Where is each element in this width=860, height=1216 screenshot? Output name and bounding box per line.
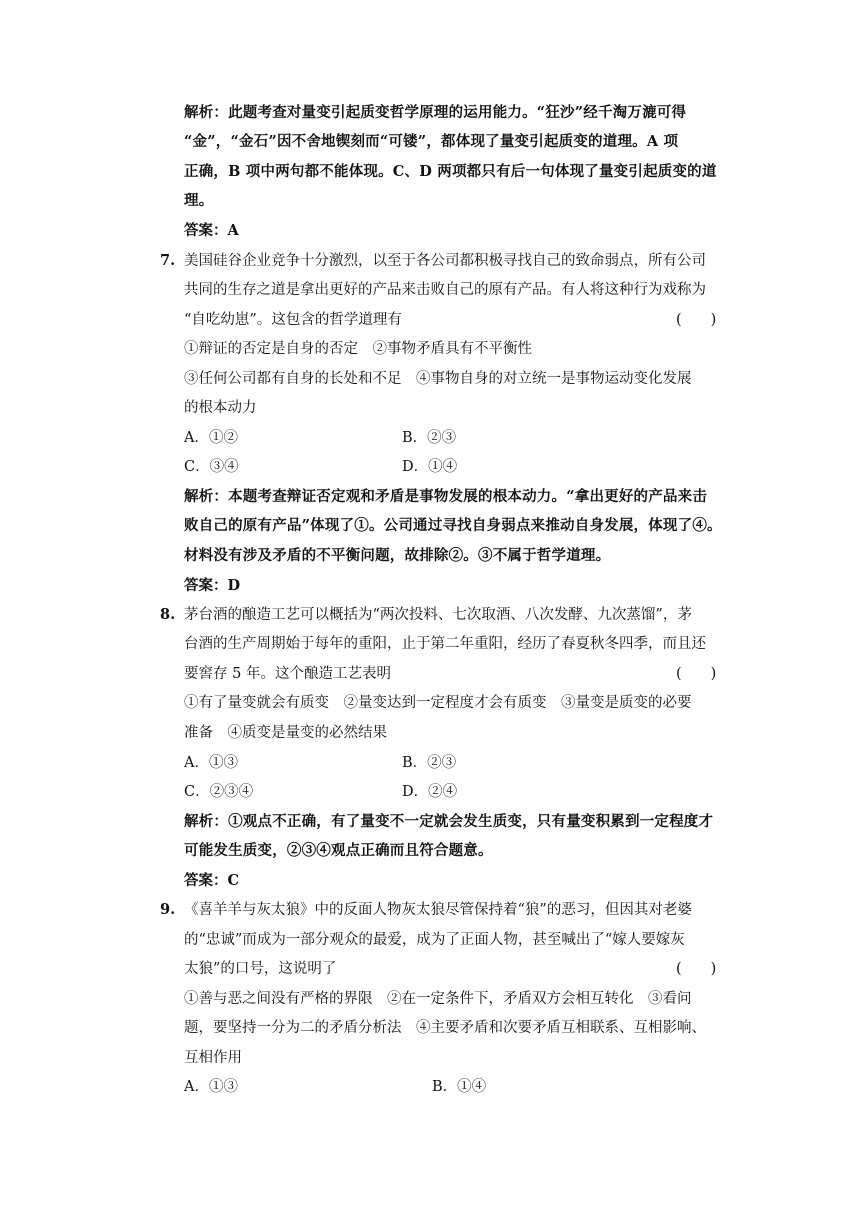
q7-statement-line-1: ①辩证的否定是自身的否定 ②事物矛盾具有不平衡性 <box>184 341 532 357</box>
q7-answer: 答案：D <box>184 577 241 594</box>
q7-statement-line-2: ③任何公司都有自身的长处和不足 ④事物自身的对立统一是事物运动变化发展 <box>184 371 692 387</box>
q8-option-b: B．②③ <box>402 755 457 771</box>
q6-analysis-line-1: 解析：此题考查对量变引起质变哲学原理的运用能力。“狂沙”经千淘万漉可得 <box>184 104 687 121</box>
q8-answer: 答案：C <box>184 872 240 889</box>
q8-option-d: D．②④ <box>402 784 458 800</box>
q7-analysis-line-3: 材料没有涉及矛盾的不平衡问题，故排除②。③不属于哲学道理。 <box>184 547 611 564</box>
q8-statement-line-2: 准备 ④质变是量变的必然结果 <box>184 725 387 741</box>
q7-number: 7. <box>160 252 176 269</box>
q7-option-c: C．③④ <box>184 459 239 475</box>
q7-stem-line-3: “自吃幼崽”。这包含的哲学道理有 <box>184 312 402 328</box>
q9-answer-blank: ( ) <box>676 961 717 977</box>
q6-analysis-line-3: 正确，B 项中两句都不能体现。C、D 两项都只有后一句体现了量变引起质变的道 <box>184 163 717 180</box>
q9-statement-line-3: 互相作用 <box>184 1050 242 1066</box>
q8-analysis-line-1: 解析：①观点不正确，有了量变不一定就会发生质变，只有量变积累到一定程度才 <box>184 813 714 830</box>
q8-analysis-line-2: 可能发生质变，②③④观点正确而且符合题意。 <box>184 842 493 859</box>
q7-stem-line-2: 共同的生存之道是拿出更好的产品来击败自己的原有产品。有人将这种行为戏称为 <box>184 282 706 298</box>
q9-option-b: B．①④ <box>432 1079 487 1095</box>
q6-analysis-line-2: “金”，“金石”因不舍地锲刻而“可镂”，都体现了量变引起质变的道理。A 项 <box>184 133 679 150</box>
q7-stem-line-1: 美国硅谷企业竞争十分激烈，以至于各公司都积极寻找自己的致命弱点，所有公司 <box>184 253 706 269</box>
q8-stem-line-1: 茅台酒的酿造工艺可以概括为“两次投料、七次取酒、八次发酵、九次蒸馏”，茅 <box>184 607 692 623</box>
q9-stem-line-1: 《喜羊羊与灰太狼》中的反面人物灰太狼尽管保持着“狼”的恶习，但因其对老婆 <box>184 902 692 918</box>
q9-stem-line-2: 的“忠诚”而成为一部分观众的最爱，成为了正面人物，甚至喊出了“嫁人要嫁灰 <box>184 932 685 948</box>
q9-statement-line-2: 题，要坚持一分为二的矛盾分析法 ④主要矛盾和次要矛盾互相联系、互相影响、 <box>184 1020 706 1036</box>
q8-number: 8. <box>160 606 176 623</box>
q8-stem-line-3: 要窖存 5 年。这个酿造工艺表明 <box>184 666 391 682</box>
q7-statement-line-3: 的根本动力 <box>184 400 257 416</box>
q7-analysis-line-1: 解析：本题考查辩证否定观和矛盾是事物发展的根本动力。“拿出更好的产品来击 <box>184 488 708 505</box>
q9-stem-line-3: 太狼”的口号，这说明了 <box>184 961 337 977</box>
q7-option-a: A．①② <box>184 430 238 446</box>
q9-option-a: A．①③ <box>184 1079 238 1095</box>
q8-option-c: C．②③④ <box>184 784 254 800</box>
q7-option-b: B．②③ <box>402 430 457 446</box>
q7-analysis-line-2: 败自己的原有产品”体现了①。公司通过寻找自身弱点来推动自身发展，体现了④。 <box>184 517 722 534</box>
q8-answer-blank: ( ) <box>676 666 717 682</box>
q9-number: 9. <box>160 901 176 918</box>
q9-statement-line-1: ①善与恶之间没有严格的界限 ②在一定条件下，矛盾双方会相互转化 ③看问 <box>184 991 692 1007</box>
q7-answer-blank: ( ) <box>676 312 717 328</box>
q8-stem-line-2: 台酒的生产周期始于每年的重阳，止于第二年重阳，经历了春夏秋冬四季，而且还 <box>184 636 706 652</box>
q6-analysis-line-4: 理。 <box>184 192 214 209</box>
q7-option-d: D．①④ <box>402 459 458 475</box>
q8-option-a: A．①③ <box>184 755 238 771</box>
q8-statement-line-1: ①有了量变就会有质变 ②量变达到一定程度才会有质变 ③量变是质变的必要 <box>184 695 692 711</box>
q6-answer: 答案：A <box>184 222 239 239</box>
